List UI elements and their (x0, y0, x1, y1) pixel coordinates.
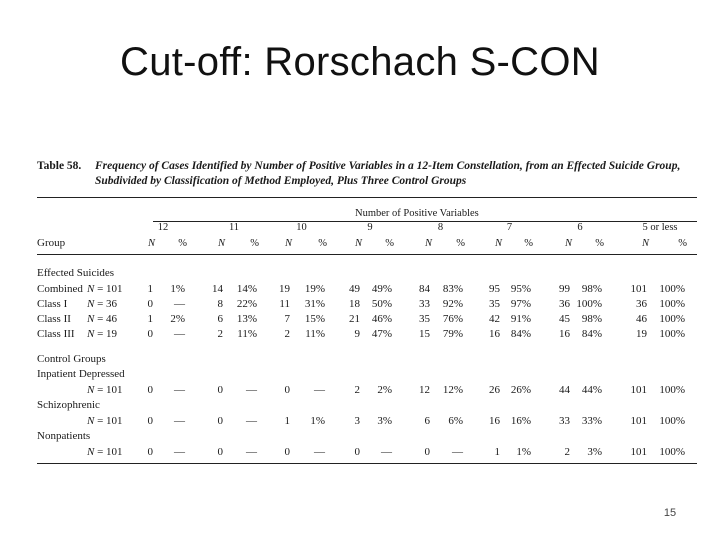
cell-percent: 83% (442, 283, 463, 295)
cell-count: 6 (424, 415, 430, 427)
cell-count: 36 (559, 298, 570, 310)
cell-count: 35 (489, 298, 500, 310)
column-header: 11 (228, 222, 240, 233)
cell-count: 15 (419, 328, 430, 340)
column-n-label: N (494, 238, 502, 249)
cell-percent: 95% (510, 283, 531, 295)
row-sample-size: N = 101 (87, 446, 123, 458)
cell-percent: — (174, 298, 185, 310)
header-rule (37, 254, 697, 255)
cell-percent: 84% (510, 328, 531, 340)
column-header: 5 or less (642, 222, 678, 233)
cell-count: 12 (419, 384, 430, 396)
cell-count: 36 (636, 298, 647, 310)
cell-percent: — (452, 446, 463, 458)
cell-percent: 100% (659, 298, 685, 310)
column-header: 6 (577, 222, 583, 233)
cell-count: 18 (349, 298, 360, 310)
cell-percent: 16% (510, 415, 531, 427)
cell-percent: 98% (581, 283, 602, 295)
cell-count: 49 (349, 283, 360, 295)
cell-percent: — (314, 446, 325, 458)
cell-count: 16 (489, 328, 500, 340)
cell-count: 16 (489, 415, 500, 427)
cell-percent: — (314, 384, 325, 396)
section-title: Effected Suicides (37, 267, 115, 279)
cell-percent: 15% (304, 313, 325, 325)
cell-percent: 49% (371, 283, 392, 295)
cell-count: 44 (559, 384, 570, 396)
cell-count: 0 (147, 384, 153, 396)
cell-count: 33 (419, 298, 430, 310)
row-label: Class III (37, 328, 75, 340)
cell-percent: — (174, 446, 185, 458)
cell-count: 101 (630, 446, 647, 458)
cell-count: 1 (147, 313, 153, 325)
column-n-label: N (424, 238, 432, 249)
cell-count: 0 (217, 446, 223, 458)
bottom-rule (37, 463, 697, 464)
cell-percent: 33% (581, 415, 602, 427)
row-label: Class II (37, 313, 71, 325)
cell-percent: 91% (510, 313, 531, 325)
cell-percent: 19% (304, 283, 325, 295)
column-n-label: N (354, 238, 362, 249)
column-n-label: N (147, 238, 155, 249)
cell-count: 2 (217, 328, 223, 340)
cell-percent: 92% (442, 298, 463, 310)
cell-count: 2 (354, 384, 360, 396)
scanned-table (35, 155, 700, 470)
section-title: Control Groups (37, 353, 106, 365)
cell-percent: 22% (236, 298, 257, 310)
cell-percent: 3% (377, 415, 392, 427)
cell-count: 46 (636, 313, 647, 325)
cell-count: 0 (424, 446, 430, 458)
cell-percent: 11% (305, 328, 325, 340)
top-rule (37, 197, 697, 198)
column-pct-label: % (385, 238, 394, 249)
cell-count: 0 (217, 415, 223, 427)
cell-percent: 100% (659, 446, 685, 458)
cell-count: 2 (564, 446, 570, 458)
slide-title: Cut-off: Rorschach S-CON (120, 40, 600, 84)
cell-percent: 100% (659, 313, 685, 325)
cell-percent: 14% (236, 283, 257, 295)
cell-percent: 3% (587, 446, 602, 458)
cell-percent: — (246, 384, 257, 396)
cell-count: 0 (284, 384, 290, 396)
row-label: Combined (37, 283, 83, 295)
cell-count: 16 (559, 328, 570, 340)
column-header: 9 (367, 222, 373, 233)
column-header: 10 (296, 222, 307, 233)
cell-count: 7 (284, 313, 290, 325)
row-sample-size: N = 36 (87, 298, 118, 310)
cell-percent: 2% (170, 313, 185, 325)
cell-count: 0 (354, 446, 360, 458)
cell-count: 8 (217, 298, 223, 310)
column-pct-label: % (178, 238, 187, 249)
row-sample-size: N = 46 (87, 313, 118, 325)
cell-percent: 26% (510, 384, 531, 396)
cell-percent: 11% (237, 328, 257, 340)
cell-percent: 1% (170, 283, 185, 295)
cell-percent: 100% (659, 283, 685, 295)
cell-percent: — (174, 328, 185, 340)
cell-count: 42 (489, 313, 500, 325)
cell-count: 101 (630, 415, 647, 427)
column-n-label: N (217, 238, 225, 249)
cell-count: 0 (147, 298, 153, 310)
row-sample-size: N = 101 (87, 384, 123, 396)
cell-count: 0 (217, 384, 223, 396)
cell-count: 101 (630, 283, 647, 295)
table-title: Frequency of Cases Identified by Number of Positive Variables in a 12-Item Constellation, from an Effected Suicide Group, Subdivided by Classification of Method Employed, Plus Three Control Groups (95, 160, 681, 187)
cell-percent: 44% (581, 384, 602, 396)
cell-count: 99 (559, 283, 570, 295)
row-sample-size: N = 19 (87, 328, 118, 340)
cell-count: 0 (147, 446, 153, 458)
column-header: 12 (157, 222, 169, 233)
column-header: 8 (437, 222, 444, 233)
cell-count: 21 (349, 313, 360, 325)
cell-percent: 2% (377, 384, 392, 396)
cell-percent: 46% (371, 313, 392, 325)
cell-percent: 100% (659, 415, 685, 427)
row-label: Nonpatients (37, 430, 91, 442)
cell-count: 101 (630, 384, 647, 396)
cell-percent: 50% (371, 298, 392, 310)
cell-percent: 1% (310, 415, 325, 427)
cell-count: 84 (419, 283, 430, 295)
cell-count: 6 (217, 313, 223, 325)
column-pct-label: % (456, 238, 465, 249)
cell-count: 2 (284, 328, 290, 340)
cell-count: 19 (636, 328, 647, 340)
column-pct-label: % (678, 238, 687, 249)
column-n-label: N (641, 238, 649, 249)
cell-count: 26 (489, 384, 500, 396)
cell-count: 1 (284, 415, 290, 427)
cell-percent: 100% (659, 328, 685, 340)
cell-percent: 100% (576, 298, 602, 310)
cell-percent: 84% (581, 328, 602, 340)
cell-percent: 6% (448, 415, 463, 427)
cell-percent: 13% (236, 313, 257, 325)
cell-count: 33 (559, 415, 570, 427)
group-header: Group (37, 237, 66, 249)
row-label: Schizophrenic (37, 399, 100, 411)
column-pct-label: % (250, 238, 259, 249)
page-number: 15 (663, 507, 677, 519)
table-number: Table 58. (37, 160, 82, 172)
cell-percent: — (246, 415, 257, 427)
cell-count: 1 (494, 446, 500, 458)
cell-count: 1 (147, 283, 153, 295)
cell-percent: 47% (371, 328, 392, 340)
cell-count: 9 (354, 328, 360, 340)
cell-count: 3 (354, 415, 360, 427)
cell-percent: 31% (304, 298, 325, 310)
cell-count: 0 (147, 415, 153, 427)
cell-percent: 12% (442, 384, 463, 396)
cell-count: 35 (419, 313, 430, 325)
cell-percent: 97% (510, 298, 531, 310)
cell-count: 11 (279, 298, 290, 310)
row-label: Class I (37, 298, 68, 310)
column-n-label: N (564, 238, 572, 249)
column-n-label: N (284, 238, 292, 249)
cell-count: 45 (559, 313, 570, 325)
row-sample-size: N = 101 (87, 283, 123, 295)
column-pct-label: % (595, 238, 604, 249)
cell-percent: — (246, 446, 257, 458)
column-spanner: Number of Positive Variables (355, 208, 479, 219)
cell-count: 0 (284, 446, 290, 458)
row-sample-size: N = 101 (87, 415, 123, 427)
cell-percent: — (174, 384, 185, 396)
cell-percent: — (381, 446, 392, 458)
cell-percent: 79% (442, 328, 463, 340)
row-label: Inpatient Depressed (37, 368, 125, 380)
cell-count: 0 (147, 328, 153, 340)
cell-count: 19 (279, 283, 290, 295)
cell-count: 14 (212, 283, 223, 295)
cell-percent: 76% (442, 313, 463, 325)
cell-percent: 100% (659, 384, 685, 396)
cell-count: 95 (489, 283, 500, 295)
column-pct-label: % (524, 238, 533, 249)
cell-percent: 98% (581, 313, 602, 325)
cell-percent: 1% (516, 446, 531, 458)
column-pct-label: % (318, 238, 327, 249)
cell-percent: — (174, 415, 185, 427)
column-header: 7 (506, 222, 513, 233)
